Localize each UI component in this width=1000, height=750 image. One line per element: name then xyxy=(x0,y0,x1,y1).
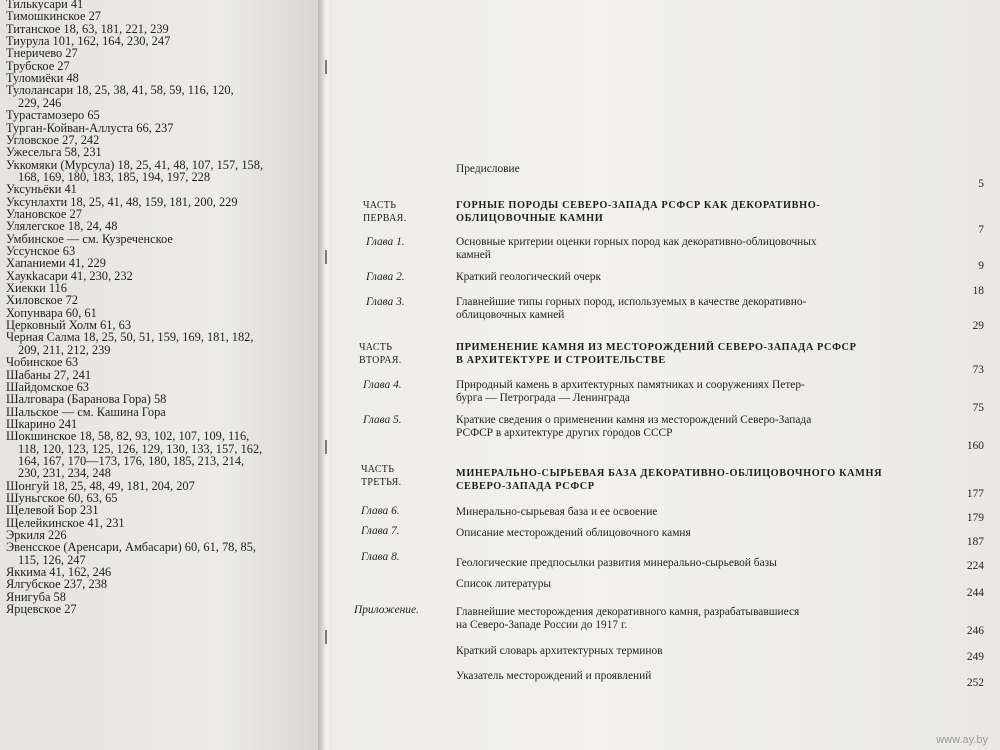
index-entry-continuation: 115, 126, 247 xyxy=(18,552,86,567)
index-entry: Щелейкинское 41, 231 xyxy=(6,515,125,530)
ch6-page: 179 xyxy=(966,512,984,524)
ch5-title: Краткие сведения о применении камня из месторождений Северо-Запада РСФСР в архитектуре других городов СССР xyxy=(456,414,812,439)
ch1-label: Глава 1. xyxy=(366,236,405,248)
ch2-title: Краткий геологический очерк xyxy=(456,271,601,283)
index-entry: Шалговара (Баранова Гора) 58 xyxy=(6,392,167,407)
index-entry: Чобинское 63 xyxy=(6,355,79,370)
index-entry: Шальское — см. Кашина Гора xyxy=(6,404,166,419)
part1-page: 7 xyxy=(978,224,984,236)
toc-references-page: 244 xyxy=(966,587,984,599)
watermark: www.ay.by xyxy=(936,734,988,746)
index-entry: Турган-Койван-Аллуста 66, 237 xyxy=(6,120,174,135)
part3-title: МИНЕРАЛЬНО-СЫРЬЕВАЯ БАЗА ДЕКОРАТИВНО-ОБЛИЦОВОЧНОГО КАМНЯ СЕВЕРО-ЗАПАДА РСФСР xyxy=(456,468,883,492)
index-entry: Уксунлахти 18, 25, 41, 48, 159, 181, 200, 229 xyxy=(6,194,238,209)
binding-stitch xyxy=(325,440,327,454)
index-entry: Шайдомское 63 xyxy=(6,379,89,394)
ch1-title: Основные критерии оценки горных пород как декоративно-облицовочных камней xyxy=(456,236,817,261)
binding-stitch xyxy=(325,630,327,644)
ch4-label: Глава 4. xyxy=(363,379,402,391)
part3-page: 177 xyxy=(966,488,984,500)
ch7-page: 187 xyxy=(966,536,984,548)
ch7-label: Глава 7. xyxy=(361,525,400,537)
index-entry: Титанское 18, 63, 181, 221, 239 xyxy=(6,21,169,36)
index-entry: Тулолансари 18, 25, 38, 41, 58, 59, 116, 120, xyxy=(6,83,234,98)
toc-deposits-index-title: Указатель месторождений и проявлений xyxy=(456,670,652,682)
index-entry-continuation: 230, 231, 234, 248 xyxy=(18,466,111,481)
toc-preface-title: Предисловие xyxy=(456,163,520,175)
part1-label: ЧАСТЬ ПЕРВАЯ. xyxy=(363,200,407,224)
index-entry: Шокшинское 18, 58, 82, 93, 102, 107, 109, 116, xyxy=(6,429,250,444)
index-entry: Тимошкинское 27 xyxy=(6,9,101,24)
ch6-label: Глава 6. xyxy=(361,505,400,517)
index-entry: Тилькусари 41 xyxy=(6,0,84,11)
index-entry: Трубское 27 xyxy=(6,58,70,73)
part1-title: ГОРНЫЕ ПОРОДЫ СЕВЕРО-ЗАПАДА РСФСР КАК ДЕКОРАТИВНО- ОБЛИЦОВОЧНЫЕ КАМНИ xyxy=(456,200,821,224)
toc-deposits-index-page: 252 xyxy=(966,677,984,689)
index-entry: Улановское 27 xyxy=(6,206,82,221)
ch3-label: Глава 3. xyxy=(366,296,405,308)
part2-title: ПРИМЕНЕНИЕ КАМНЯ ИЗ МЕСТОРОЖДЕНИЙ СЕВЕРО-ЗАПАДА РСФСР В АРХИТЕКТУРЕ И СТРОИТЕЛЬСТВЕ xyxy=(456,342,857,366)
index-entry: Шуньгское 60, 63, 65 xyxy=(6,491,118,505)
ch3-title: Главнейшие типы горных пород, используемых в качестве декоративно- облицовочных камней xyxy=(456,296,807,321)
index-entry: Туломиёки 48 xyxy=(6,71,79,86)
part2-label: ЧАСТЬ ВТОРАЯ. xyxy=(359,342,402,366)
ch5-page: 160 xyxy=(966,440,984,452)
index-entry: Угловское 27, 242 xyxy=(6,132,100,147)
index-entry: Уссунское 63 xyxy=(6,244,76,258)
binding-stitch xyxy=(325,60,327,74)
ch8-page: 224 xyxy=(966,560,984,572)
index-entry: Уксуньёки 41 xyxy=(6,182,77,197)
index-entry: Шкарино 241 xyxy=(6,416,78,431)
index-entry-continuation: 209, 211, 212, 239 xyxy=(18,342,111,357)
ch2-label: Глава 2. xyxy=(366,271,405,283)
index-entry: Ялгубское 237, 238 xyxy=(6,577,108,592)
ch4-page: 75 xyxy=(972,402,984,414)
index-entry: Эркиля 226 xyxy=(6,528,67,543)
index-entry: Турастамозеро 65 xyxy=(6,108,100,123)
index-entry: Щелевой Бор 231 xyxy=(6,503,99,518)
ch8-label: Глава 8. xyxy=(361,551,400,563)
index-entry: Хопунвара 60, 61 xyxy=(6,305,97,320)
index-entry: Эвенсское (Аренсари, Амбасари) 60, 61, 78, 85, xyxy=(6,540,257,555)
index-entry: Уккомяки (Мурсула) 18, 25, 41, 48, 107, 157, 158, xyxy=(6,157,264,172)
index-entry: Улялегское 18, 24, 48 xyxy=(6,219,118,234)
index-entry: Черная Салма 18, 25, 50, 51, 159, 169, 181, 182, xyxy=(6,330,254,345)
index-entry: Яккима 41, 162, 246 xyxy=(6,565,112,580)
index-entry: Умбинское — см. Кузреченское xyxy=(6,231,173,246)
ch1-page: 9 xyxy=(978,260,984,272)
toc-references-title: Список литературы xyxy=(456,578,552,590)
ch3-page: 29 xyxy=(972,320,984,332)
index-entry: Хаукkасари 41, 230, 232 xyxy=(6,268,133,283)
appendix-label: Приложение. xyxy=(354,604,419,616)
index-entry: Шонгуй 18, 25, 48, 49, 181, 204, 207 xyxy=(6,478,195,493)
index-entry: Ужесельга 58, 231 xyxy=(6,145,102,160)
ch4-title: Природный камень в архитектурных памятниках и сооружениях Петер- бурга — Петрограда — Ленинграда xyxy=(456,379,805,404)
ch8-title: Геологические предпосылки развития минерально-сырьевой базы xyxy=(456,557,777,569)
index-entry-continuation: 118, 120, 123, 125, 126, 129, 130, 133, 157, 162, xyxy=(18,441,263,456)
part2-page: 73 xyxy=(972,364,984,376)
index-entry: Хиекки 116 xyxy=(6,281,67,296)
appendix-title: Главнейшие месторождения декоративного камня, разрабатывавшиеся на Северо-Западе России до 1917 г. xyxy=(456,606,800,631)
index-page xyxy=(0,0,318,750)
index-entry: Хапаниеми 41, 229 xyxy=(6,256,106,271)
index-entry-continuation: 168, 169, 180, 183, 185, 194, 197, 228 xyxy=(18,169,211,184)
ch2-page: 18 xyxy=(972,285,984,297)
appendix-page: 246 xyxy=(966,625,984,637)
contents-page xyxy=(332,0,1000,750)
toc-preface-page: 5 xyxy=(978,178,984,190)
index-entry-continuation: 164, 167, 170—173, 176, 180, 185, 213, 214, xyxy=(18,453,245,468)
index-entry: Тиурула 101, 162, 164, 230, 247 xyxy=(6,34,171,49)
index-entry: Тнеричево 27 xyxy=(6,46,78,61)
index-entry: Церковный Холм 61, 63 xyxy=(6,318,132,333)
ch5-label: Глава 5. xyxy=(363,414,402,426)
toc-glossary-title: Краткий словарь архитектурных терминов xyxy=(456,645,663,657)
ch7-title: Описание месторождений облицовочного камня xyxy=(456,527,691,539)
toc-glossary-page: 249 xyxy=(966,651,984,663)
index-entry-continuation: 229, 246 xyxy=(18,95,62,110)
ch6-title: Минерально-сырьевая база и ее освоение xyxy=(456,506,658,518)
index-entry: Шабаны 27, 241 xyxy=(6,367,92,382)
index-entry: Янигуба 58 xyxy=(6,589,66,604)
index-entry: Ярцевское 27 xyxy=(6,602,77,617)
binding-stitch xyxy=(325,250,327,264)
part3-label: ЧАСТЬ ТРЕТЬЯ. xyxy=(361,464,402,488)
index-entry: Хиловское 72 xyxy=(6,293,78,308)
